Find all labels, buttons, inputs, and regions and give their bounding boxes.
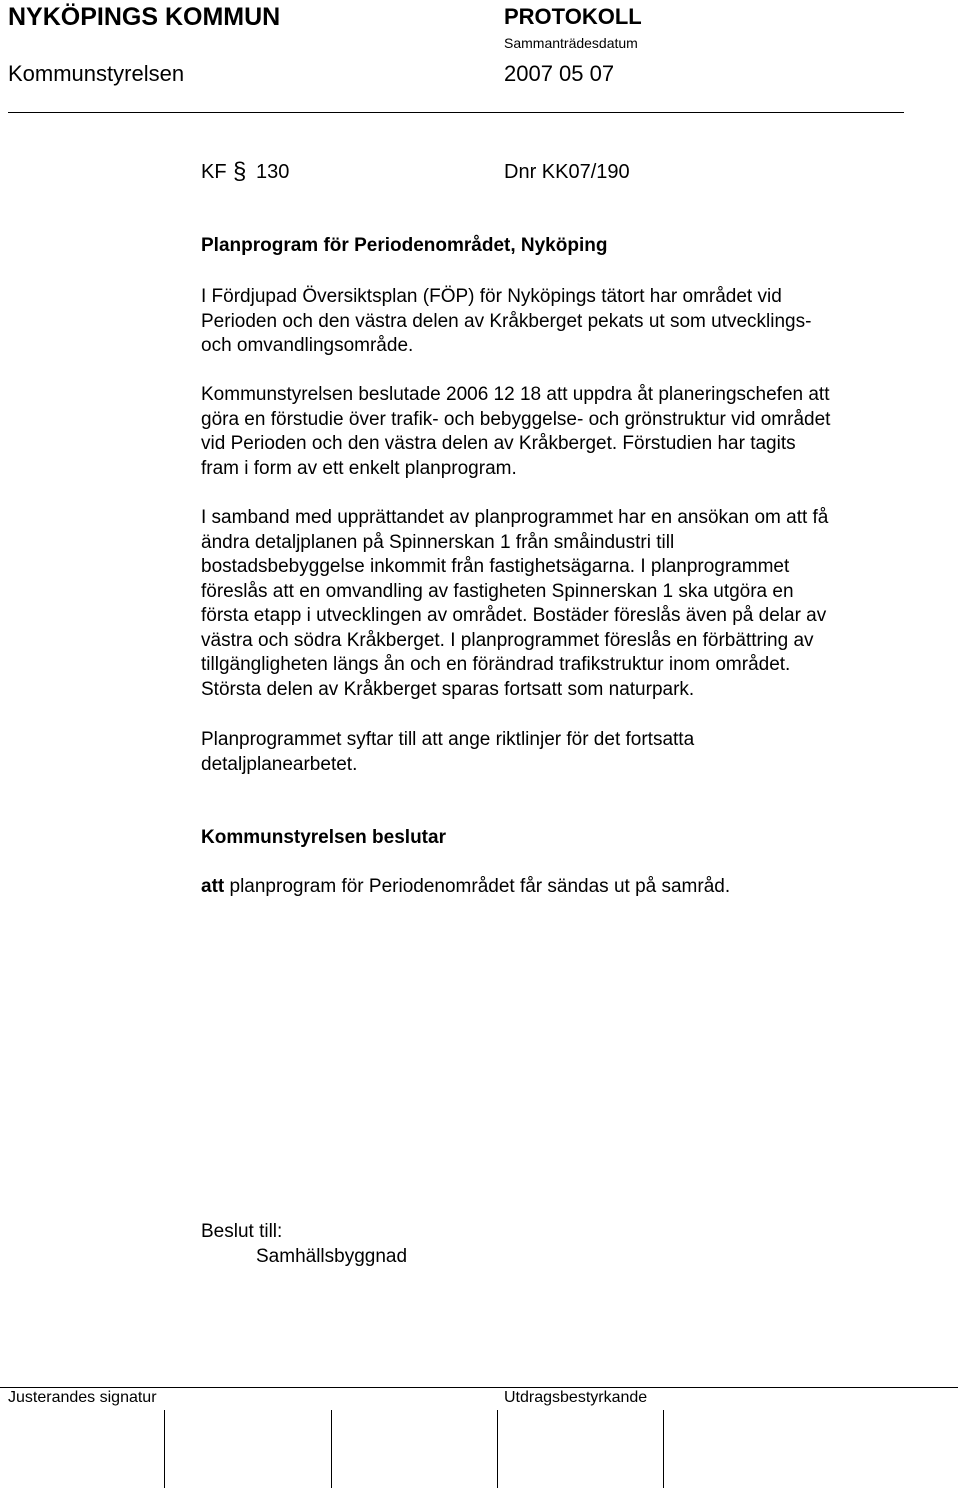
paragraph-3-line: västra och södra Kråkberget. I planprogrammet föreslås en förbättring av [201,629,814,651]
decision-heading: Kommunstyrelsen beslutar [201,827,446,848]
paragraph-1-line: Perioden och den västra delen av Kråkberget pekats ut som utvecklings- [201,310,812,332]
decision-text: planprogram för Periodenområdet får sändas ut på samråd. [224,876,731,897]
paragraph-3-line: tillgängligheten längs ån och en förändrad trafikstruktur inom området. [201,654,791,675]
signature-box-divider [331,1410,332,1488]
header-divider [8,112,904,113]
paragraph-3 [201,506,921,702]
paragraph-3-line: ändra detaljplanen på Spinnerskan 1 från småindustri till [201,531,675,553]
paragraph-3-line: bostadsbebyggelse inkommit från fastighetsägarna. I planprogrammet [201,556,790,577]
paragraph-3-line: första etapp i utvecklingen av området. Bostäder föreslås även på delar av [201,605,827,626]
paragraph-4 [201,728,921,777]
document-type: PROTOKOLL [504,4,642,29]
paragraph-number: 130 [256,161,290,183]
signature-box-divider [164,1410,165,1488]
paragraph-2 [201,383,921,481]
beslut-label: Beslut till: [201,1221,283,1242]
diary-number: Dnr KK07/190 [504,161,630,183]
paragraph-sign: § [233,158,247,185]
paragraph-3-line: Största delen av Kråkberget sparas fortsatt som naturpark. [201,678,695,700]
organization-name: NYKÖPINGS KOMMUN [8,3,281,31]
paragraph-1 [201,285,921,359]
paragraph-1-line: I Fördjupad Översiktsplan (FÖP) för Nyköpings tätort har området vid [201,286,782,307]
decision-keyword: att [201,876,225,897]
footer-divider [0,1387,958,1388]
paragraph-4-line: Planprogrammet syftar till att ange riktlinjer för det fortsatta [201,729,695,750]
paragraph-3-line: föreslås att en omvandling av fastigheten Spinnerskan 1 ska utgöra en [201,580,794,602]
decision-statement [201,875,921,900]
paragraph-2-line: Kommunstyrelsen beslutade 2006 12 18 att uppdra åt planeringschefen att [201,384,830,405]
signature-label: Justerandes signatur [8,1389,157,1406]
meeting-date-label: Sammanträdesdatum [504,35,638,51]
paragraph-2-line: fram i form av ett enkelt planprogram. [201,457,517,479]
paragraph-2-line: vid Perioden och den västra delen av Kråkberget. Förstudien har tagits [201,433,796,454]
paragraph-1-line: och omvandlingsområde. [201,335,414,356]
certification-label: Utdragsbestyrkande [504,1389,648,1406]
signature-box-divider [663,1410,664,1488]
beslut-recipient: Samhällsbyggnad [256,1246,408,1267]
department-name: Kommunstyrelsen [8,61,185,86]
signature-box-divider [497,1410,498,1488]
meeting-date: 2007 05 07 [504,61,615,86]
document-title: Planprogram för Periodenområdet, Nyköping [201,235,608,256]
paragraph-4-line: detaljplanearbetet. [201,753,358,775]
paragraph-3-line: I samband med upprättandet av planprogrammet har en ansökan om att få [201,507,829,528]
paragraph-2-line: göra en förstudie över trafik- och bebyggelse- och grönstruktur vid området [201,408,831,430]
paragraph-prefix: KF [201,161,227,183]
